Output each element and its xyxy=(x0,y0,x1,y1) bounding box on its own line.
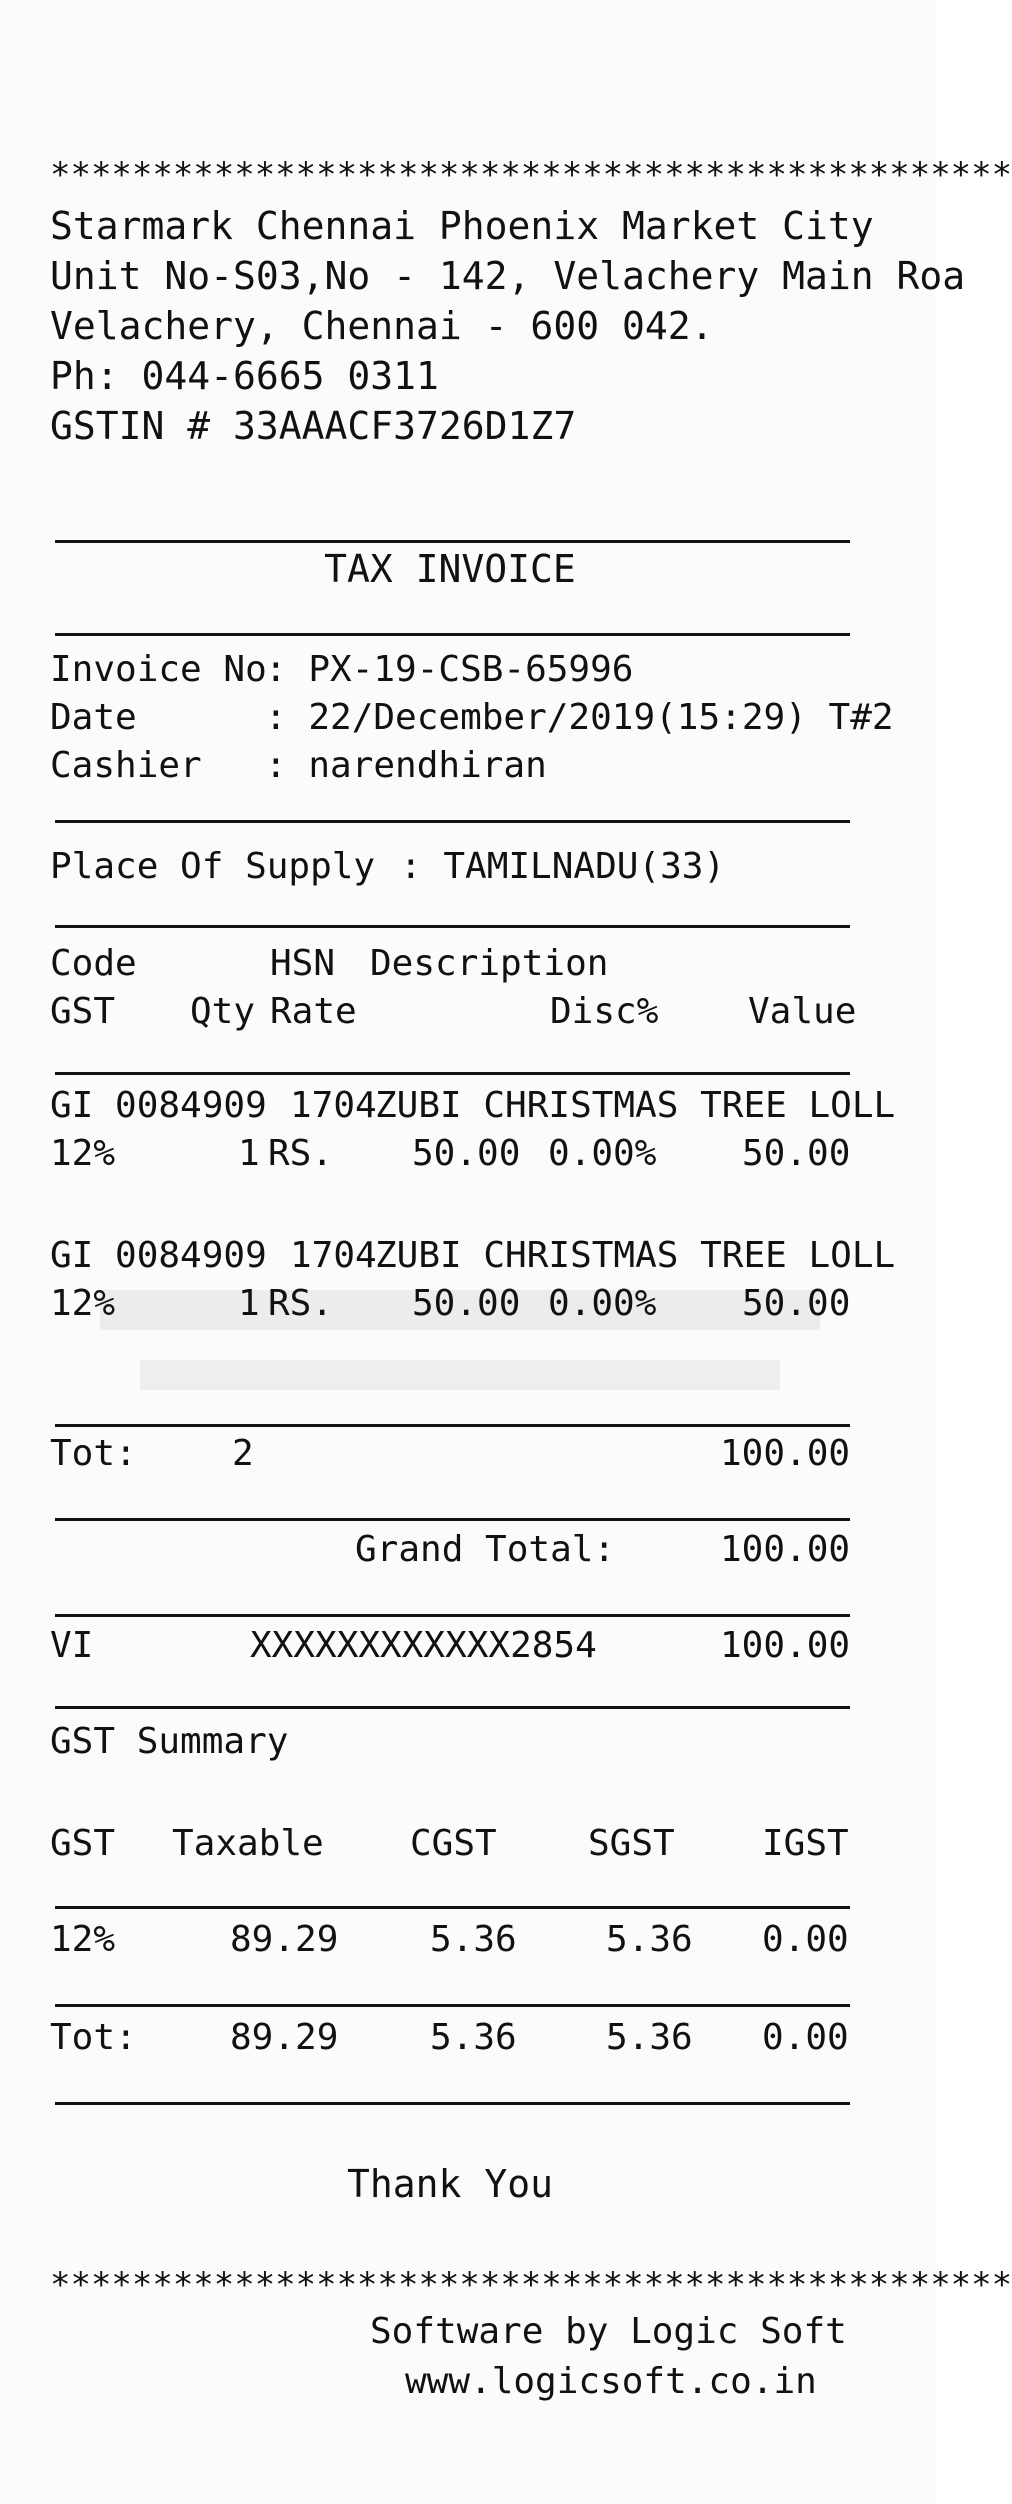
gst-row-gst: 12% xyxy=(50,1919,116,1960)
gst-total-sgst: 5.36 xyxy=(606,2017,693,2058)
col-rate: Rate xyxy=(270,991,357,1032)
grand-total-label: Grand Total: xyxy=(355,1529,616,1570)
col-code: Code xyxy=(50,943,137,984)
gst-total-cgst: 5.36 xyxy=(430,2017,517,2058)
software-credit: Software by Logic Soft xyxy=(370,2311,847,2352)
divider xyxy=(55,1706,850,1709)
item-amount: 50.00 xyxy=(412,1283,521,1324)
cashier-value: : narendhiran xyxy=(265,745,547,786)
store-gstin: GSTIN # 33AAACF3726D1Z7 xyxy=(50,404,577,448)
store-name: Starmark Chennai Phoenix Market City xyxy=(50,204,874,248)
divider xyxy=(55,2102,850,2105)
item-hsn: 1704 xyxy=(290,1085,377,1126)
thank-you: Thank You xyxy=(347,2162,553,2206)
header-stars: *********************************************** xyxy=(50,155,1012,195)
item-rate: RS. xyxy=(268,1283,334,1324)
faded-logo-icon xyxy=(60,1250,860,1450)
divider xyxy=(55,540,850,543)
item-disc: 0.00% xyxy=(548,1283,657,1324)
item-code: GI 0084909 xyxy=(50,1235,267,1276)
col-qty: Qty xyxy=(190,991,256,1032)
divider xyxy=(55,820,850,823)
item-description: ZUBI CHRISTMAS TREE LOLL xyxy=(375,1085,896,1126)
store-address-line2: Velachery, Chennai - 600 042. xyxy=(50,304,714,348)
item-hsn: 1704 xyxy=(290,1235,377,1276)
invoice-no-value: : PX-19-CSB-65996 xyxy=(265,649,634,690)
tot-value: 100.00 xyxy=(720,1433,851,1474)
item-rate: RS. xyxy=(268,1133,334,1174)
payment-method: VI xyxy=(50,1625,94,1666)
gst-header-gst: GST xyxy=(50,1823,116,1864)
store-phone: Ph: 044-6665 0311 xyxy=(50,354,439,398)
col-description: Description xyxy=(370,943,609,984)
gst-row-igst: 0.00 xyxy=(762,1919,849,1960)
item-code: GI 0084909 xyxy=(50,1085,267,1126)
store-address-line1: Unit No-S03,No - 142, Velachery Main Roa xyxy=(50,254,966,298)
col-disc: Disc% xyxy=(550,991,659,1032)
gst-total-label: Tot: xyxy=(50,2017,137,2058)
grand-total-value: 100.00 xyxy=(720,1529,851,1570)
gst-total-igst: 0.00 xyxy=(762,2017,849,2058)
card-number: XXXXXXXXXXXX2854 xyxy=(250,1625,597,1666)
gst-row-cgst: 5.36 xyxy=(430,1919,517,1960)
bleed-through-texture xyxy=(60,1250,860,1450)
item-disc: 0.00% xyxy=(548,1133,657,1174)
item-qty: 1 xyxy=(238,1283,260,1324)
invoice-title: TAX INVOICE xyxy=(324,547,576,591)
invoice-no-label: Invoice No xyxy=(50,649,267,690)
divider xyxy=(55,925,850,928)
gst-header-sgst: SGST xyxy=(588,1823,675,1864)
gst-header-cgst: CGST xyxy=(410,1823,497,1864)
divider xyxy=(55,1906,850,1909)
gst-row-sgst: 5.36 xyxy=(606,1919,693,1960)
gst-header-igst: IGST xyxy=(762,1823,849,1864)
item-value: 50.00 xyxy=(742,1283,851,1324)
divider xyxy=(55,1424,850,1427)
col-value: Value xyxy=(748,991,857,1032)
date-label: Date xyxy=(50,697,137,738)
item-amount: 50.00 xyxy=(412,1133,521,1174)
col-hsn: HSN xyxy=(270,943,336,984)
place-of-supply-label: Place Of Supply xyxy=(50,846,376,887)
payment-amount: 100.00 xyxy=(720,1625,851,1666)
cashier-label: Cashier xyxy=(50,745,202,786)
place-of-supply-value: : TAMILNADU(33) xyxy=(400,846,726,887)
item-qty: 1 xyxy=(238,1133,260,1174)
tot-qty: 2 xyxy=(232,1433,254,1474)
item-gst: 12% xyxy=(50,1283,116,1324)
divider xyxy=(55,1072,850,1075)
divider xyxy=(55,1614,850,1617)
date-value: : 22/December/2019(15:29) T#2 xyxy=(265,697,894,738)
item-description: ZUBI CHRISTMAS TREE LOLL xyxy=(375,1235,896,1276)
col-gst: GST xyxy=(50,991,116,1032)
gst-header-taxable: Taxable xyxy=(172,1823,324,1864)
software-website[interactable]: www.logicsoft.co.in xyxy=(405,2361,817,2402)
divider xyxy=(55,633,850,636)
item-value: 50.00 xyxy=(742,1133,851,1174)
tot-label: Tot: xyxy=(50,1433,137,1474)
gst-total-taxable: 89.29 xyxy=(230,2017,339,2058)
gst-summary-title: GST Summary xyxy=(50,1721,289,1762)
divider xyxy=(55,2004,850,2007)
gst-row-taxable: 89.29 xyxy=(230,1919,339,1960)
divider xyxy=(55,1518,850,1521)
item-gst: 12% xyxy=(50,1133,116,1174)
footer-stars: *********************************************** xyxy=(50,2265,1012,2305)
